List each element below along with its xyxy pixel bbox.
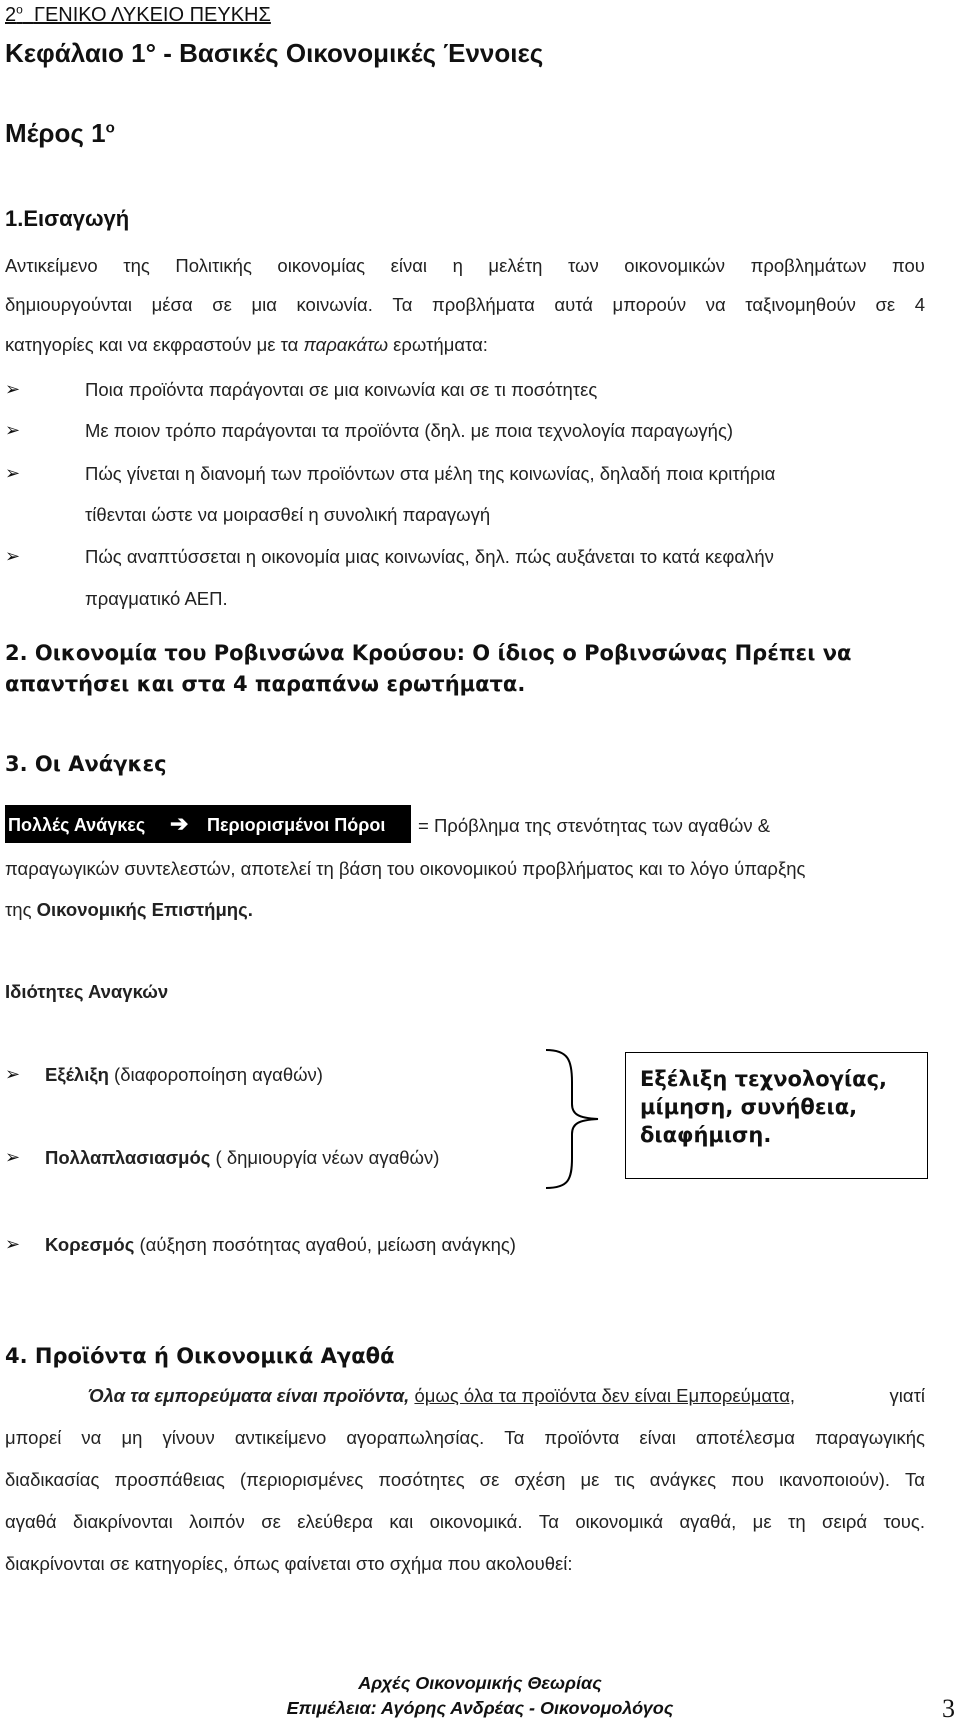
word: (περιορισμένες xyxy=(239,1469,364,1490)
section3-title: 3. Οι Ανάγκες xyxy=(5,752,167,776)
section3-line3 xyxy=(5,899,253,921)
word: Τα xyxy=(905,1469,925,1490)
word: αγαθά, xyxy=(679,1511,737,1532)
word: προβλήματα xyxy=(431,294,535,315)
word: ανάγκες xyxy=(649,1469,717,1490)
section3-line2: παραγωγικών συντελεστών, αποτελεί τη βάση του οικονομικού προβλήματος και το λόγο ύπαρξης xyxy=(5,858,806,879)
word: οικονομικά. xyxy=(429,1511,523,1532)
arrow-bullet-icon: ➢ xyxy=(5,463,21,483)
property-desc: (αύξηση ποσότητας αγαθού, μείωση ανάγκης) xyxy=(134,1234,516,1255)
arrow-bullet-icon: ➢ xyxy=(5,1234,21,1254)
arrow-bullet-icon: ➢ xyxy=(5,1147,21,1167)
word: σε xyxy=(875,294,896,315)
part-title-text: Μέρος 1 xyxy=(5,118,106,148)
word: είναι xyxy=(639,1427,676,1448)
word: τη xyxy=(788,1511,806,1532)
evolution-causes-box xyxy=(625,1052,928,1179)
bullet-item: Πώς αναπτύσσεται η οικονομία μιας κοινωνίας, δηλ. πώς αυξάνεται το κατά κεφαλήν xyxy=(85,546,774,567)
section4-title: 4. Προϊόντα ή Οικονομικά Αγαθά xyxy=(5,1344,395,1368)
economic-science-label: Οικονομικής Επιστήμης. xyxy=(36,899,253,920)
school-name: ΓΕΝΙΚΟ ΛΥΚΕΙΟ ΠΕΥΚΗΣ xyxy=(33,3,271,26)
limited-resources-label: Περιορισμένοι Πόροι xyxy=(207,815,386,835)
word: ικανοποιούν). xyxy=(779,1469,890,1490)
arrow-bullet-icon: ➢ xyxy=(5,379,21,399)
word: των xyxy=(567,255,599,276)
arrow-bullet-icon: ➢ xyxy=(5,546,21,566)
word: παραγωγικής xyxy=(815,1427,925,1448)
word: λοιπόν xyxy=(189,1511,245,1532)
arrow-bullet-icon: ➢ xyxy=(5,1064,21,1084)
school-header xyxy=(5,2,271,27)
word: τους. xyxy=(883,1511,925,1532)
word: είναι xyxy=(390,255,428,276)
bullet-item: Ποια προϊόντα παράγονται σε μια κοινωνία και σε τι ποσότητες xyxy=(85,379,598,400)
section4-line5: διακρίνονται σε κατηγορίες, όπως φαίνεται στο σχήμα που ακολουθεί: xyxy=(5,1553,573,1574)
word: να xyxy=(705,294,726,315)
footer-course-title: Αρχές Οικονομικής Θεωρίας xyxy=(358,1673,602,1693)
commodities-statement xyxy=(88,1385,795,1407)
property-desc: (διαφοροποίηση αγαθών) xyxy=(108,1064,323,1085)
word: να xyxy=(81,1427,102,1448)
word: με xyxy=(580,1469,600,1490)
word: που xyxy=(891,255,925,276)
word: οικονομίας xyxy=(277,255,366,276)
section1-line2 xyxy=(5,294,925,316)
page-number: 3 xyxy=(942,1694,955,1723)
word: μη xyxy=(121,1427,143,1448)
section4-line4 xyxy=(5,1511,925,1533)
word: σε xyxy=(212,294,232,315)
section4-line1 xyxy=(88,1385,925,1407)
word: Αντικείμενο xyxy=(5,255,98,276)
section1-line3-pre: κατηγορίες και να εκφραστούν με τα xyxy=(5,334,304,355)
word: ποσότητες xyxy=(378,1469,465,1490)
word: μπορεί xyxy=(5,1427,62,1448)
word: προσπάθειας xyxy=(114,1469,225,1490)
section2-line1: 2. Οικονομία του Ροβινσώνα Κρούσου: Ο ίδιος ο Ροβινσώνας Πρέπει να xyxy=(5,641,852,665)
word: σειρά xyxy=(822,1511,868,1532)
bullet-item: Πώς γίνεται η διανομή των προϊόντων στα μέλη της κοινωνίας, δηλαδή ποια κριτήρια xyxy=(85,463,776,484)
not-all-products-text: όμως όλα τα προϊόντα δεν είναι Εμπορεύματα, xyxy=(414,1385,796,1406)
word: Πολιτικής xyxy=(175,255,252,276)
arrow-bullet-icon: ➢ xyxy=(5,420,21,440)
word: και xyxy=(389,1511,414,1532)
word: κοινωνία. xyxy=(296,294,373,315)
word: προϊόντα xyxy=(544,1427,620,1448)
section1-title: 1.Εισαγωγή xyxy=(5,206,130,231)
word: της xyxy=(123,255,150,276)
property-item xyxy=(45,1064,323,1086)
word: αυτά xyxy=(554,294,593,315)
word: Τα xyxy=(392,294,413,315)
word: τις xyxy=(614,1469,635,1490)
bullet-item-continuation: τίθενται ώστε να μοιρασθεί η συνολική παραγωγή xyxy=(85,504,491,525)
property-name: Κορεσμός xyxy=(45,1234,135,1255)
word: 4 xyxy=(914,294,925,315)
word: αγαθά xyxy=(5,1511,57,1532)
word: προβλημάτων xyxy=(750,255,867,276)
chapter-title: Κεφάλαιο 1° - Βασικές Οικονομικές Έννοιες xyxy=(5,38,544,68)
word: αγοραπωλησίας. xyxy=(346,1427,485,1448)
right-arrow-icon: ➔ xyxy=(170,811,189,836)
word: με xyxy=(752,1511,772,1532)
word: οικονομικά xyxy=(575,1511,664,1532)
word: ελεύθερα xyxy=(297,1511,373,1532)
word: αντικείμενο xyxy=(234,1427,327,1448)
word: γίνουν xyxy=(162,1427,215,1448)
part-superscript: ο xyxy=(105,119,115,137)
property-name: Εξέλιξη xyxy=(45,1064,109,1085)
section1-line3 xyxy=(5,334,488,356)
word: μια xyxy=(251,294,277,315)
property-item xyxy=(45,1147,439,1169)
section4-line1-end: γιατί xyxy=(889,1385,925,1406)
evolution-causes-text: Εξέλιξη τεχνολογίας, μίμηση, συνήθεια, διαφήμιση. xyxy=(640,1067,888,1147)
section3-line3-pre: της xyxy=(5,899,37,920)
scarcity-definition: = Πρόβλημα της στενότητας των αγαθών & xyxy=(418,815,771,836)
property-desc: ( δημιουργία νέων αγαθών) xyxy=(210,1147,440,1168)
part-title xyxy=(5,118,115,149)
bullet-item: Με ποιον τρόπο παράγονται τα προϊόντα (δηλ. με ποια τεχνολογία παραγωγής) xyxy=(85,420,734,441)
word: που xyxy=(731,1469,765,1490)
many-needs-label: Πολλές Ανάγκες xyxy=(8,815,146,835)
word: ταξινομηθούν xyxy=(745,294,856,315)
word: μπορούν xyxy=(612,294,687,315)
word: δημιουργούνται xyxy=(5,294,133,315)
curly-brace-icon xyxy=(538,1046,608,1192)
word: οικονομικών xyxy=(624,255,726,276)
section1-line3-italic: παρακάτω xyxy=(303,334,389,355)
word: διαδικασίας xyxy=(5,1469,100,1490)
word: η xyxy=(452,255,463,276)
property-name: Πολλαπλασιασμός xyxy=(45,1147,211,1168)
word: αποτέλεσμα xyxy=(695,1427,795,1448)
property-item xyxy=(45,1234,516,1256)
properties-title: Ιδιότητες Αναγκών xyxy=(5,981,169,1002)
word: σε xyxy=(261,1511,281,1532)
footer-author: Επιμέλεια: Αγόρης Ανδρέας - Οικονομολόγος xyxy=(286,1698,674,1718)
word: Τα xyxy=(538,1511,559,1532)
word: σε xyxy=(479,1469,500,1490)
section4-line2 xyxy=(5,1427,925,1449)
word: μέσα xyxy=(151,294,193,315)
all-commodities-text: Όλα τα εμπορεύματα είναι προϊόντα, xyxy=(88,1385,410,1406)
school-number: 2 xyxy=(5,3,17,26)
word: Τα xyxy=(504,1427,525,1448)
section1-line3-post: ερωτήματα: xyxy=(388,334,488,355)
word: σχέση xyxy=(514,1469,566,1490)
word: μελέτη xyxy=(488,255,543,276)
section4-line3 xyxy=(5,1469,925,1491)
section2-line2: απαντήσει και στα 4 παραπάνω ερωτήματα. xyxy=(5,672,526,696)
bullet-item-continuation: πραγματικό ΑΕΠ. xyxy=(85,588,228,609)
section1-line1 xyxy=(5,255,925,277)
word: διακρίνονται xyxy=(73,1511,173,1532)
school-superscript: ο xyxy=(16,2,23,16)
